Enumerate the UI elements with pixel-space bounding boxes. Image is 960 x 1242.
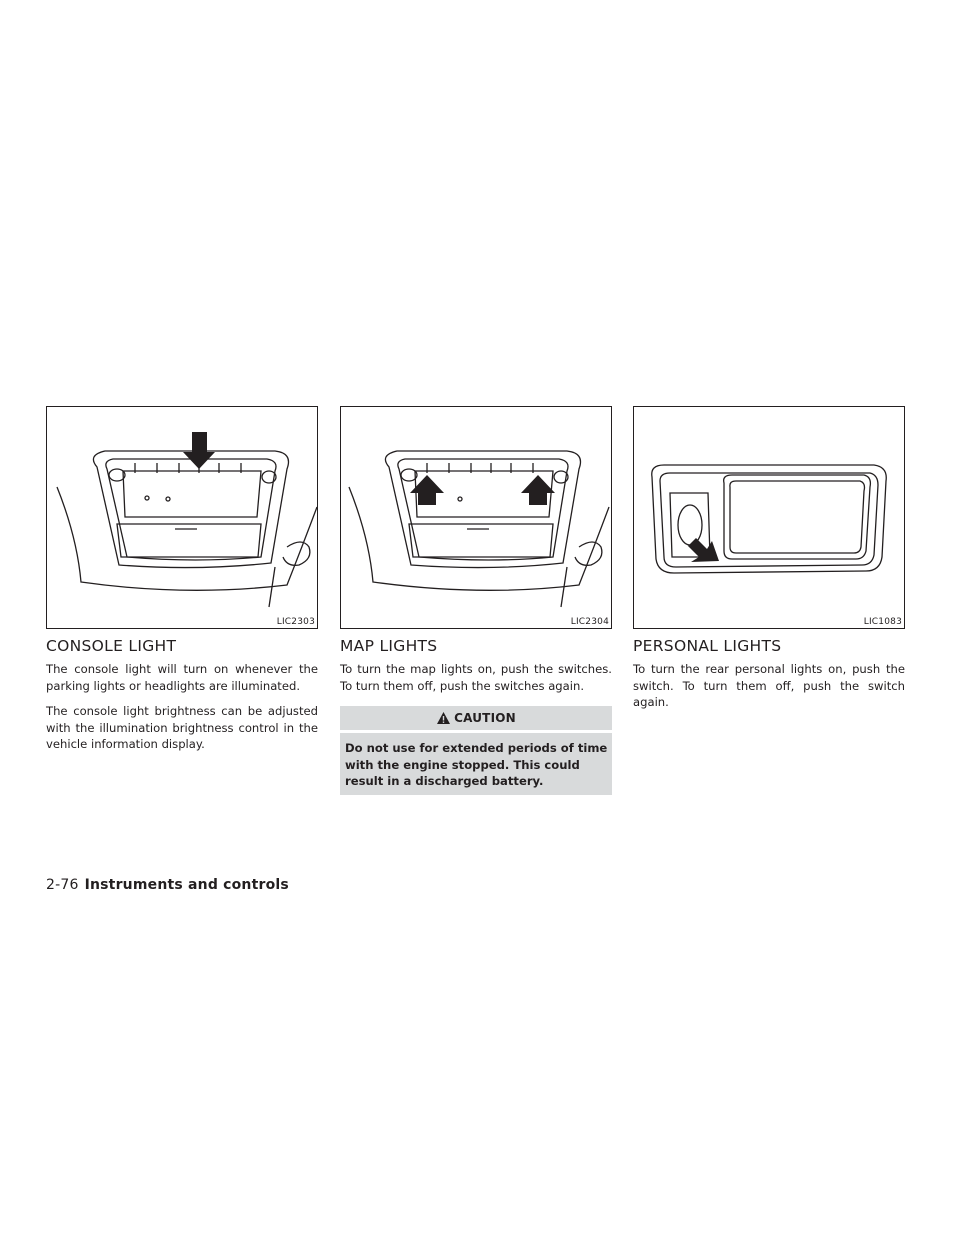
section-heading: PERSONAL LIGHTS [633,637,782,655]
console-light-figure [46,406,318,629]
paragraph: The console light will turn on whenever the parking lights or headlights are illuminated. [46,662,318,693]
warning-triangle-icon [436,711,451,725]
map-lights-figure [340,406,612,629]
section-title: Instruments and controls [84,877,289,893]
caution-header [340,706,612,730]
figure-code: LIC2304 [570,617,609,627]
personal-lights-column [633,406,905,720]
overhead-console-illustration [47,407,317,628]
paragraph: The console light brightness can be adjusted with the illumination brightness control in the vehicle information display. [46,704,318,751]
map-lights-column [340,406,612,795]
section-heading: MAP LIGHTS [340,637,438,655]
figure-code: LIC1083 [863,617,902,627]
figure-code: LIC2303 [276,617,315,627]
paragraph: To turn the map lights on, push the switches. To turn them off, push the switches again. [340,662,612,693]
section-heading: CONSOLE LIGHT [46,637,177,655]
overhead-console-illustration [341,407,611,628]
paragraph: To turn the rear personal lights on, push the switch. To turn them off, push the switch again. [633,662,905,709]
arrow-icon [688,538,719,562]
page-number: 2-76 [46,877,79,893]
personal-light-illustration [634,407,904,628]
caution-box [340,706,612,795]
personal-lights-figure [633,406,905,629]
caution-title: CAUTION [454,711,516,725]
caution-text: Do not use for extended periods of time with the engine stopped. This could result in a discharged battery. [340,733,612,795]
console-light-column [46,406,318,762]
page-footer [46,877,289,893]
